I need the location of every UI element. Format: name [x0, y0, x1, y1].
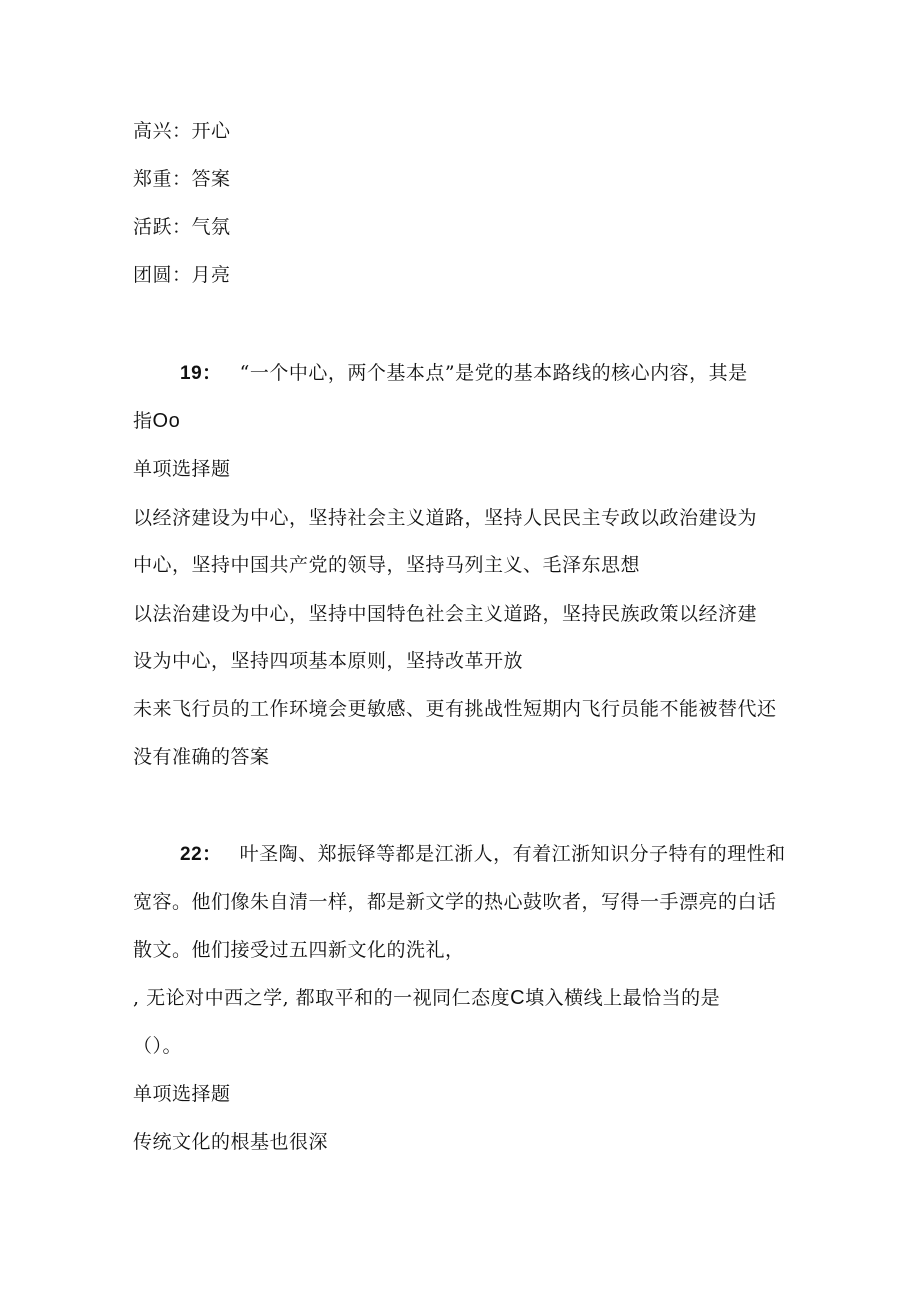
pair-separator: ：	[172, 264, 192, 286]
stem-text: 填入横线上最恰当的是	[525, 987, 721, 1009]
question-type: 单项选择题	[133, 458, 231, 480]
option-line: 没有准确的答案	[133, 746, 270, 768]
pair-term: 郑重	[133, 168, 173, 190]
stem-latin: C	[510, 987, 526, 1009]
pair-separator: ：	[172, 216, 192, 238]
option-line: 中心，坚持中国共产党的领导，坚持马列主义、毛泽东思想	[133, 554, 641, 576]
pair-term: 高兴	[133, 120, 173, 142]
pair-separator: ：	[172, 120, 192, 142]
option-line: 未来飞行员的工作环境会更敏感、更有挑战性短期内飞行员能不能被替代还	[133, 698, 777, 720]
pair-item	[133, 119, 231, 143]
pair-value: 气氛	[191, 216, 231, 238]
option-line: 传统文化的根基也很深	[133, 1131, 329, 1153]
question-stem-line1: “一个中心，两个基本点”是党的基本路线的核心内容，其是	[239, 362, 748, 384]
question-stem-line: 散文。他们接受过五四新文化的洗礼，	[133, 939, 465, 961]
pair-term: 活跃	[133, 216, 173, 238]
question-stem-line: （）。	[133, 1035, 183, 1057]
pair-separator: ：	[172, 168, 192, 190]
question-number: 22：	[180, 844, 222, 865]
pair-term: 团圆	[133, 264, 173, 286]
stem-text: , 无论对中西之学, 都取平和的一视同仁态度	[133, 987, 511, 1009]
question-type: 单项选择题	[133, 1083, 231, 1105]
option-line: 以经济建设为中心，坚持社会主义道路，坚持人民民主专政以政治建设为	[133, 507, 758, 529]
pair-item	[133, 167, 231, 191]
question-19-stem-cont	[133, 409, 180, 433]
question-stem-line	[133, 986, 720, 1010]
question-number: 19：	[180, 363, 222, 384]
question-stem-line: 宽容。他们像朱自清一样，都是新文学的热心鼓吹者，写得一手漂亮的白话	[133, 891, 777, 913]
pair-value: 开心	[191, 120, 231, 142]
option-line: 以法治建设为中心，坚持中国特色社会主义道路，坚持民族政策以经济建	[133, 603, 758, 625]
question-stem-line1: 叶圣陶、郑振铎等都是江浙人，有着江浙知识分子特有的理性和	[239, 843, 786, 865]
question-stem-line2: 指	[133, 410, 153, 432]
pair-value: 月亮	[191, 264, 231, 286]
question-22-stem	[180, 842, 786, 867]
question-19-stem	[180, 361, 748, 386]
pair-value: 答案	[191, 168, 231, 190]
question-stem-latin: Oo	[152, 410, 181, 432]
pair-item	[133, 215, 231, 239]
option-line: 设为中心，坚持四项基本原则，坚持改革开放	[133, 650, 524, 672]
pair-item	[133, 263, 231, 287]
